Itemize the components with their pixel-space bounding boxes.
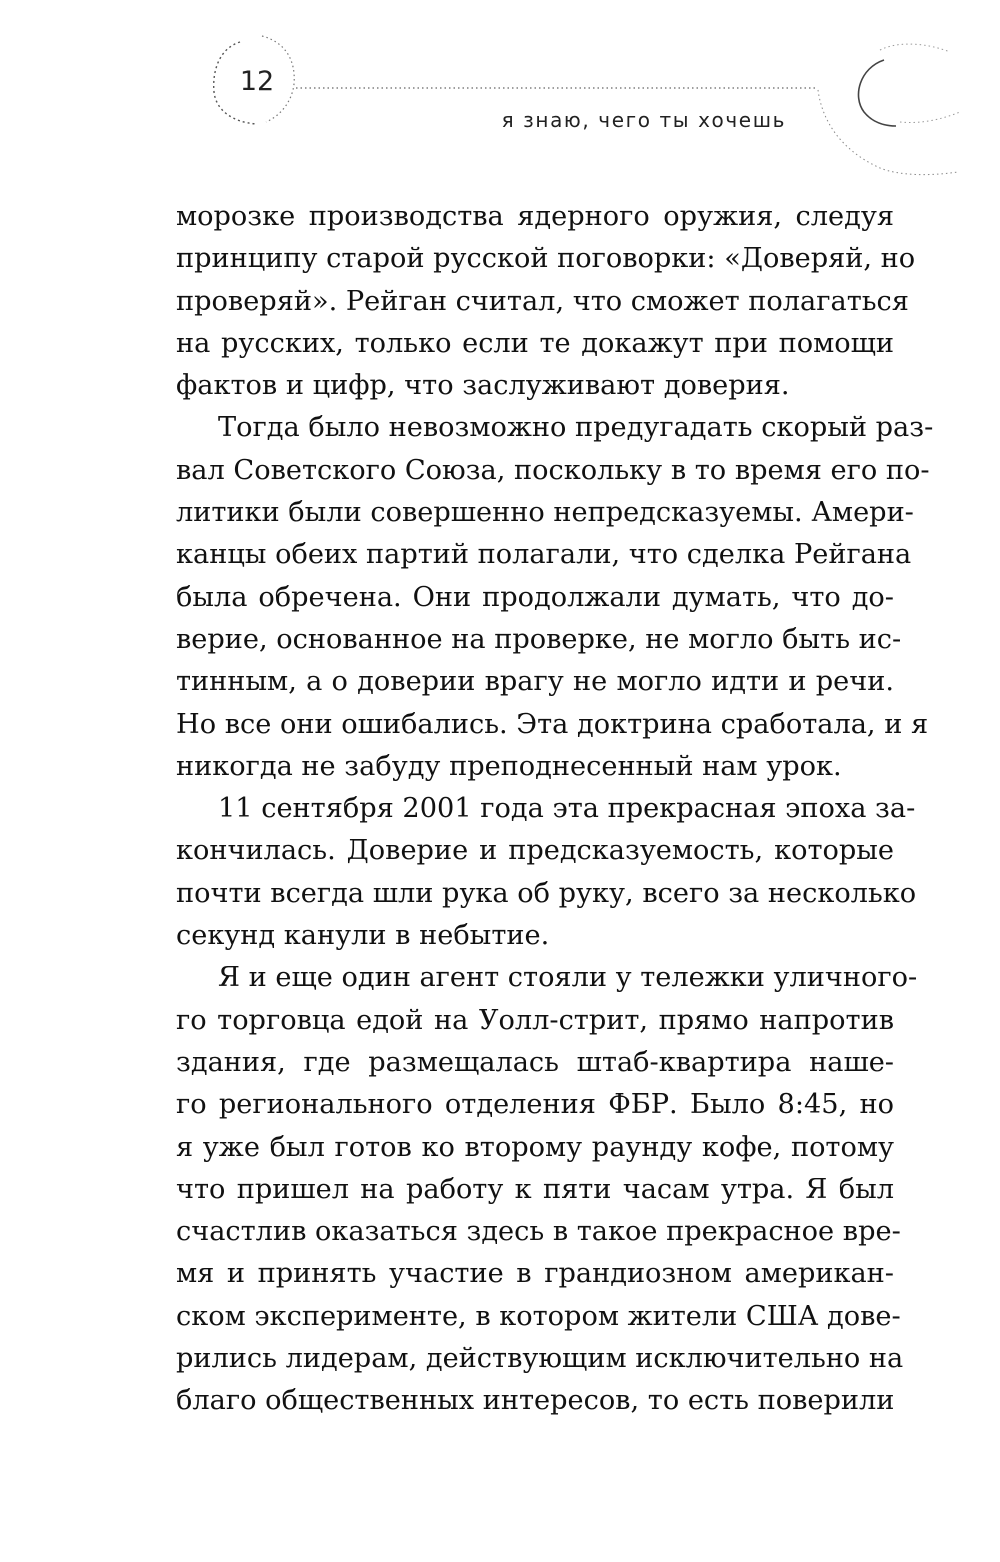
text-line: го регионального отделения ФБР. Было 8:45, но (176, 1089, 894, 1121)
text-line: здания, где размещалась штаб-квартира наше- (176, 1046, 894, 1078)
paragraph-2 (176, 407, 934, 788)
text-line: Я и еще один агент стояли у тележки уличного- (218, 962, 918, 994)
text-line: Тогда было невозможно предугадать скорый раз- (218, 412, 934, 444)
text-line: мя и принять участие в грандиозном американ- (176, 1258, 894, 1290)
text-line: Но все они ошибались. Эта доктрина сработала, и я (176, 708, 929, 740)
running-head: я знаю, чего ты хочешь (501, 108, 786, 132)
text-line: принципу старой русской поговорки: «Доверяй, но (176, 243, 916, 275)
right-swoosh (818, 90, 958, 175)
text-line: никогда не забуду преподнесенный нам урок. (176, 750, 842, 782)
header-ornament (0, 0, 1000, 200)
text-line: го торговца едой на Уолл-стрит, прямо напротив (176, 1004, 894, 1036)
text-line: почти всегда шли рука об руку, всего за несколько (176, 877, 917, 909)
text-line: 11 сентября 2001 года эта прекрасная эпоха за- (218, 793, 916, 825)
text-line: верие, основанное на проверке, не могло быть ис- (176, 623, 902, 655)
text-line: литики были совершенно непредсказуемы. Амери- (176, 497, 914, 529)
right-circle-arc (858, 60, 896, 126)
body-text (176, 196, 934, 1423)
text-line: была обречена. Они продолжали думать, что до- (176, 581, 894, 613)
text-line: что пришел на работу к пяти часам утра. Я был (176, 1173, 894, 1205)
text-line: морозке производства ядерного оружия, следуя (176, 201, 894, 232)
text-line: рились лидерам, действующим исключительно на (176, 1343, 904, 1375)
text-line: вал Советского Союза, поскольку в то время его по- (176, 454, 930, 486)
paragraph-3 (176, 788, 917, 957)
text-line: канцы обеих партий полагали, что сделка Рейгана (176, 539, 912, 571)
text-line: ском эксперименте, в котором жители США дове- (176, 1300, 901, 1332)
text-line: счастлив оказаться здесь в такое прекрасное вре- (176, 1216, 901, 1248)
text-line: тинным, а о доверии врагу не могло идти и речи. (176, 666, 894, 698)
text-line: фактов и цифр, что заслуживают доверия. (176, 370, 790, 402)
page-number: 12 (239, 66, 275, 97)
paragraph-4 (176, 957, 918, 1422)
text-line: проверяй». Рейган считал, что сможет полагаться (176, 285, 909, 317)
text-line: благо общественных интересов, то есть поверили (176, 1385, 895, 1417)
text-line: секунд канули в небытие. (176, 920, 550, 952)
text-line: кончилась. Доверие и предсказуемость, которые (176, 835, 894, 867)
text-line: я уже был готов ко второму раунду кофе, потому (176, 1131, 894, 1163)
text-line: на русских, только если те докажут при помощи (176, 327, 894, 359)
paragraph-1 (176, 196, 916, 407)
